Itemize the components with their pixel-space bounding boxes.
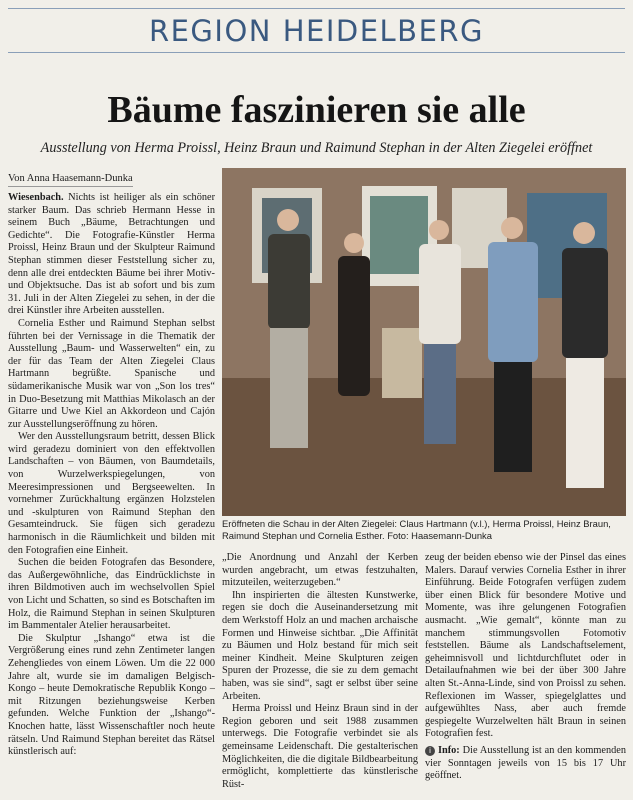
photo-illustration [222,168,626,516]
dateline: Wiesenbach. [8,192,64,203]
subheadline: Ausstellung von Herma Proissl, Heinz Braun und Raimund Stephan in der Alten Ziegelei eröffnet [40,140,593,156]
paragraph: Die Skulptur „Ishango“ etwa ist die Vergrößerung eines rund zehn Zentimeter langen Zehengliedes von einem Löwen. Um die 22 000 Jahre alt, wurde sie im damaligen Belgisch-Kongo – heute Demokratische Republik Kongo – mit Ritzungen beziehungsweise Kerben gefunden. Welche Funktion der „Ishango“-Knochen hatte, lässt Wissenschaftler noch heute rätseln. Und Raimund Stephan bereitet das Rätsel künstlerisch auf: [8,632,215,758]
headline: Bäume faszinieren sie alle [107,89,526,131]
paragraph: Suchen die beiden Fotografen das Besondere, das Außergewöhnliche, das Eindrücklichste in ihren Bildmotiven auch im wechselvollen Spiel von Licht und Schatten, so sind es Botschaften im Holz, die Raimund Stephan in seinen Skulpturen im Bammentaler Atelier herausarbeitet. [8,557,215,632]
paragraph: Cornelia Esther und Raimund Stephan selbst führten bei der Vernissage in die Thematik der Ausstellung „Baum- und Wasserwelten“ ein, zu der für das Team der Alten Ziegelei Claus Hartmann begrüßte. Spanische und südamerikanische Musik war von „Son los tres“ in Duo-Besetzung mit Matthias Mikolasch an der Gitarre und Uwe Kiel an Akkordeon und Cajón zur Ausstellungseröffnung zu hören. [8,317,215,430]
paragraph: Herma Proissl und Heinz Braun sind in der Region geboren und seit 1988 zusammen unterwegs. Die Fotografie verbindet sie als gemeinsame Leidenschaft. Die gestalterischen Möglichkeiten, die die digitale Bildbearbeitung ermöglicht, komplettierte das künstlerische Rüst- [222,703,418,790]
info-icon: i [425,746,435,756]
byline: Von Anna Haasemann-Dunka [8,173,133,187]
paragraph: Wer den Ausstellungsraum betritt, dessen Blick wird geradezu dominiert von den effektvollen Landschaften – von Bäumen, von Baumdetails, von Wurzelwerkspiegelungen, von Meeresimpressionen und Bergseewelten. In vornehmer Zurückhaltung ergänzen Holzstelen und -skulpturen von Raimund Stephan den Gesamteindruck. Sie fügen sich geradezu harmonisch in die Räumlichkeit und bilden mit den Fotografien eine Einheit. [8,431,215,556]
paragraph: Ihn inspirierten die ältesten Kunstwerke, regen sie doch die Auseinandersetzung mit dem Werkstoff Holz an und machen archaische Formen und Hinweise sichtbar. „Die Affinität zu Bäumen und Holz bestand für mich seit meiner Kindheit. Meine Skulpturen zeigen Spuren der Prozesse, die sie zu dem gemacht haben, was sie sind“, sagt er selbst über seine Arbeiten. [222,589,418,702]
header-top-rule [8,8,625,9]
header-bottom-rule [8,52,625,53]
paragraph: zeug der beiden ebenso wie der Pinsel das eines Malers. Darauf verwies Cornelia Esther in ihrer Einführung. Beide Fotografen verfügen zudem über einen Blick für besondere Motive und Momente, was ihre gelungenen Fotografien ausmacht. „Wie gemalt“, könnte man zu manchem stimmungsvollen Fotomotiv feststellen. Bäume als Landschaftselement, geheimnisvoll und lichtdurchflutet oder in Detailaufnahmen wie bei der über 300 Jahre alten St.-Anna-Linde, sind von Proissl zu sehen. Reflexionen im Wasser, spiegelglattes und aufgewühltes Nass, aber auch fremde gespiegelte Wurzelwelten hält Braun in seinen Fotografien fest. [425,552,626,740]
info-box [425,745,626,783]
info-text: Die Ausstellung ist an den kommenden vier Sonntagen jeweils von 15 bis 17 Uhr geöffnet. [425,744,626,782]
article-column-3 [425,552,626,800]
info-label: Info: [438,744,460,756]
article-column-1 [8,192,215,798]
paragraph-text: Nichts ist heiliger als ein schöner starker Baum. Das schrieb Hermann Hesse in seinem Buch „Bäume, Betrachtungen und Gedichte“. Die Fotografie-Künstler Herma Proissl, Heinz Braun und der Skulpteur Raimund Stephan stimmen dieser Feststellung sicher zu, denn alle drei entdeckten Bäume bei ihrer Motiv- und Objektsuche. Das ist ab sofort und bis zum 31. Juli in der Alten Ziegelei zu sehen, in der die drei Künstler ihre Arbeiten ausstellen. [8,192,215,317]
paragraph [8,192,215,318]
exhibition-photo [222,168,626,516]
section-title: REGION HEIDELBERG [148,14,485,48]
article-column-2 [222,552,418,800]
photo-caption: Eröffneten die Schau in der Alten Ziegelei: Claus Hartmann (v.l.), Herma Proissl, Heinz Braun, Raimund Stephan und Cornelia Esther. Foto: Haasemann-Dunka [222,518,611,541]
paragraph: „Die Anordnung und Anzahl der Kerben wurden angebracht, um etwas festzuhalten, mitzuteilen, weiterzugeben.“ [222,552,418,589]
section-header [0,0,633,62]
